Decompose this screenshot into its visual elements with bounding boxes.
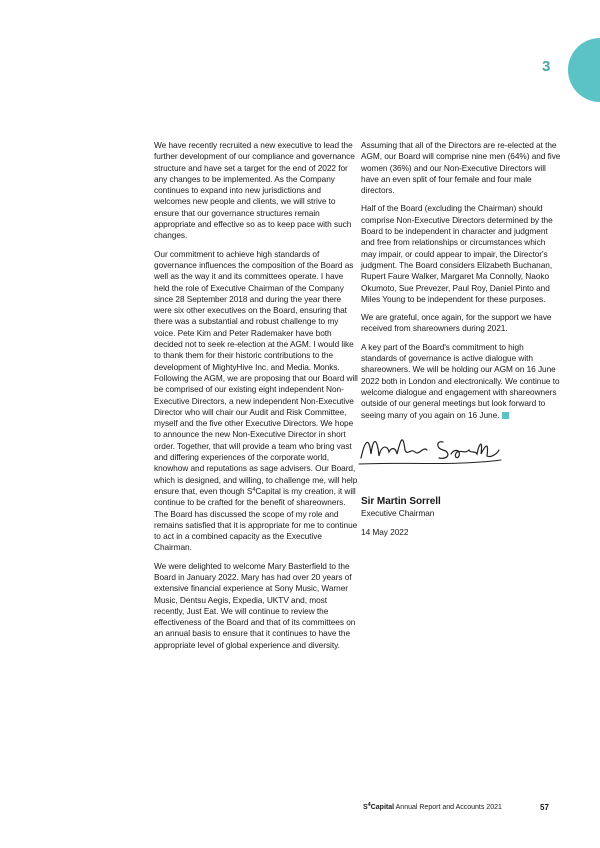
paragraph-independence: Half of the Board (excluding the Chairman) should comprise Non-Executive Directors determined by the Board to be independent in character and judgment and free from relationships or circumstances which may impair, or could appear to impair, the Director's judgment. The Board considers Elizabeth Buchanan, Rupert Faure Walker, Margaret Ma Connolly, Naoko Okumoto, Sue Prevezer, Paul Roy, Daniel Pinto and Miles Young to be independent for these purposes. <box>361 203 553 304</box>
footer-brand-s: S <box>363 804 368 811</box>
signatory-name: Sir Martin Sorrell <box>361 495 441 507</box>
footer-brand-capital: Capital <box>370 804 395 811</box>
end-of-article-mark <box>502 412 509 419</box>
footer-report-title: Annual Report and Accounts 2021 <box>394 804 502 811</box>
paragraph-new-director: We were delighted to welcome Mary Basterfield to the Board in January 2022. Mary has had over 20 years of extensive financial experience at Sony Music, Warner Music, Dentsu Aegis, Expedia, UKTV and, most recently, Just Eat. We will continue to review the effectiveness of the Board and that of its committees on an annual basis to ensure that it continues to have the appropriate level of global experience and diversity. <box>154 560 356 650</box>
page-number: 57 <box>540 803 549 812</box>
paragraph-governance-recruitment: We have recently recruited a new executive to lead the further development of our compliance and governance structure and have set a target for the end of 2022 for any changes to be implemented. As the Company continues to expand into new jurisdictions and welcomes new people and clients, we will strive to ensure that our governance structures remain appropriate and effective so as to keep pace with such changes. <box>154 140 355 241</box>
letter-date: 14 May 2022 <box>361 527 409 538</box>
brand-name <box>247 486 281 496</box>
brand-s: S <box>246 485 253 496</box>
brand-capital: Capital <box>255 485 281 496</box>
signatory-title: Executive Chairman <box>361 508 435 519</box>
footer-brand-superscript: 4 <box>367 802 371 808</box>
section-tab-circle <box>568 38 600 102</box>
handwritten-signature <box>357 428 507 472</box>
paragraph-text: is my creation, it will continue to be crafted for the benefit of shareowners. The Board has discussed the scope of my role and remains satisfied that it is appropriate for me to continue to act in a combined capacity as the Executive Chairman. <box>154 485 358 553</box>
footer-brand <box>363 804 394 811</box>
section-number: 3 <box>542 58 551 75</box>
paragraph-agm-dialogue <box>361 342 561 421</box>
paragraph-text: Our commitment to achieve high standards of governance influences the composition of the Board as well as the way it and its committees operate. I have held the role of Executive Chairman of the Company since 28 September 2018 and during the year there were six other executives on the Board, ensuring that there was a substantial and robust challenge to my voice. Pete Kim and Peter Rademaker have both decided not to seek re-election at the AGM. I would like to thank them for their historic contributions to the development of MightyHive Inc. and Media. Monks. Following the AGM, we are proposing that our Board will be comprised of our existing eight independent Non-Executive Directors, a new independent Non-Executive Director who will chair our Audit and Risk Committee, myself and the five other Executive Directors. We hope to announce the new Non-Executive Director in short order. Together, that will provide a team who bring vast and differing experiences of the corporate world, knowhow and reputations as sage advisers. Our Board, which is designed, and willing, to challenge me, will help ensure that, even though <box>154 248 358 496</box>
brand-superscript: 4 <box>252 486 256 493</box>
page-footer <box>363 804 563 811</box>
paragraph-text: A key part of the Board's commitment to high standards of governance is active dialogue with shareowners. We will be holding our AGM on 16 June 2022 both in London and electronically. We continue to welcome dialogue and engagement with shareowners outside of our general meetings but look forward to seeing many of you again on 16 June. <box>361 341 560 420</box>
paragraph-gratitude: We are grateful, once again, for the support we have received from shareowners during 2021. <box>361 312 552 334</box>
paragraph-board-composition <box>154 249 358 554</box>
right-column <box>361 140 561 539</box>
left-column <box>154 140 358 658</box>
paragraph-board-diversity: Assuming that all of the Directors are re-elected at the AGM, our Board will comprise nine men (64%) and five women (36%) and our Non-Executive Directors will have an even split of four female and four male directors. <box>361 140 561 196</box>
